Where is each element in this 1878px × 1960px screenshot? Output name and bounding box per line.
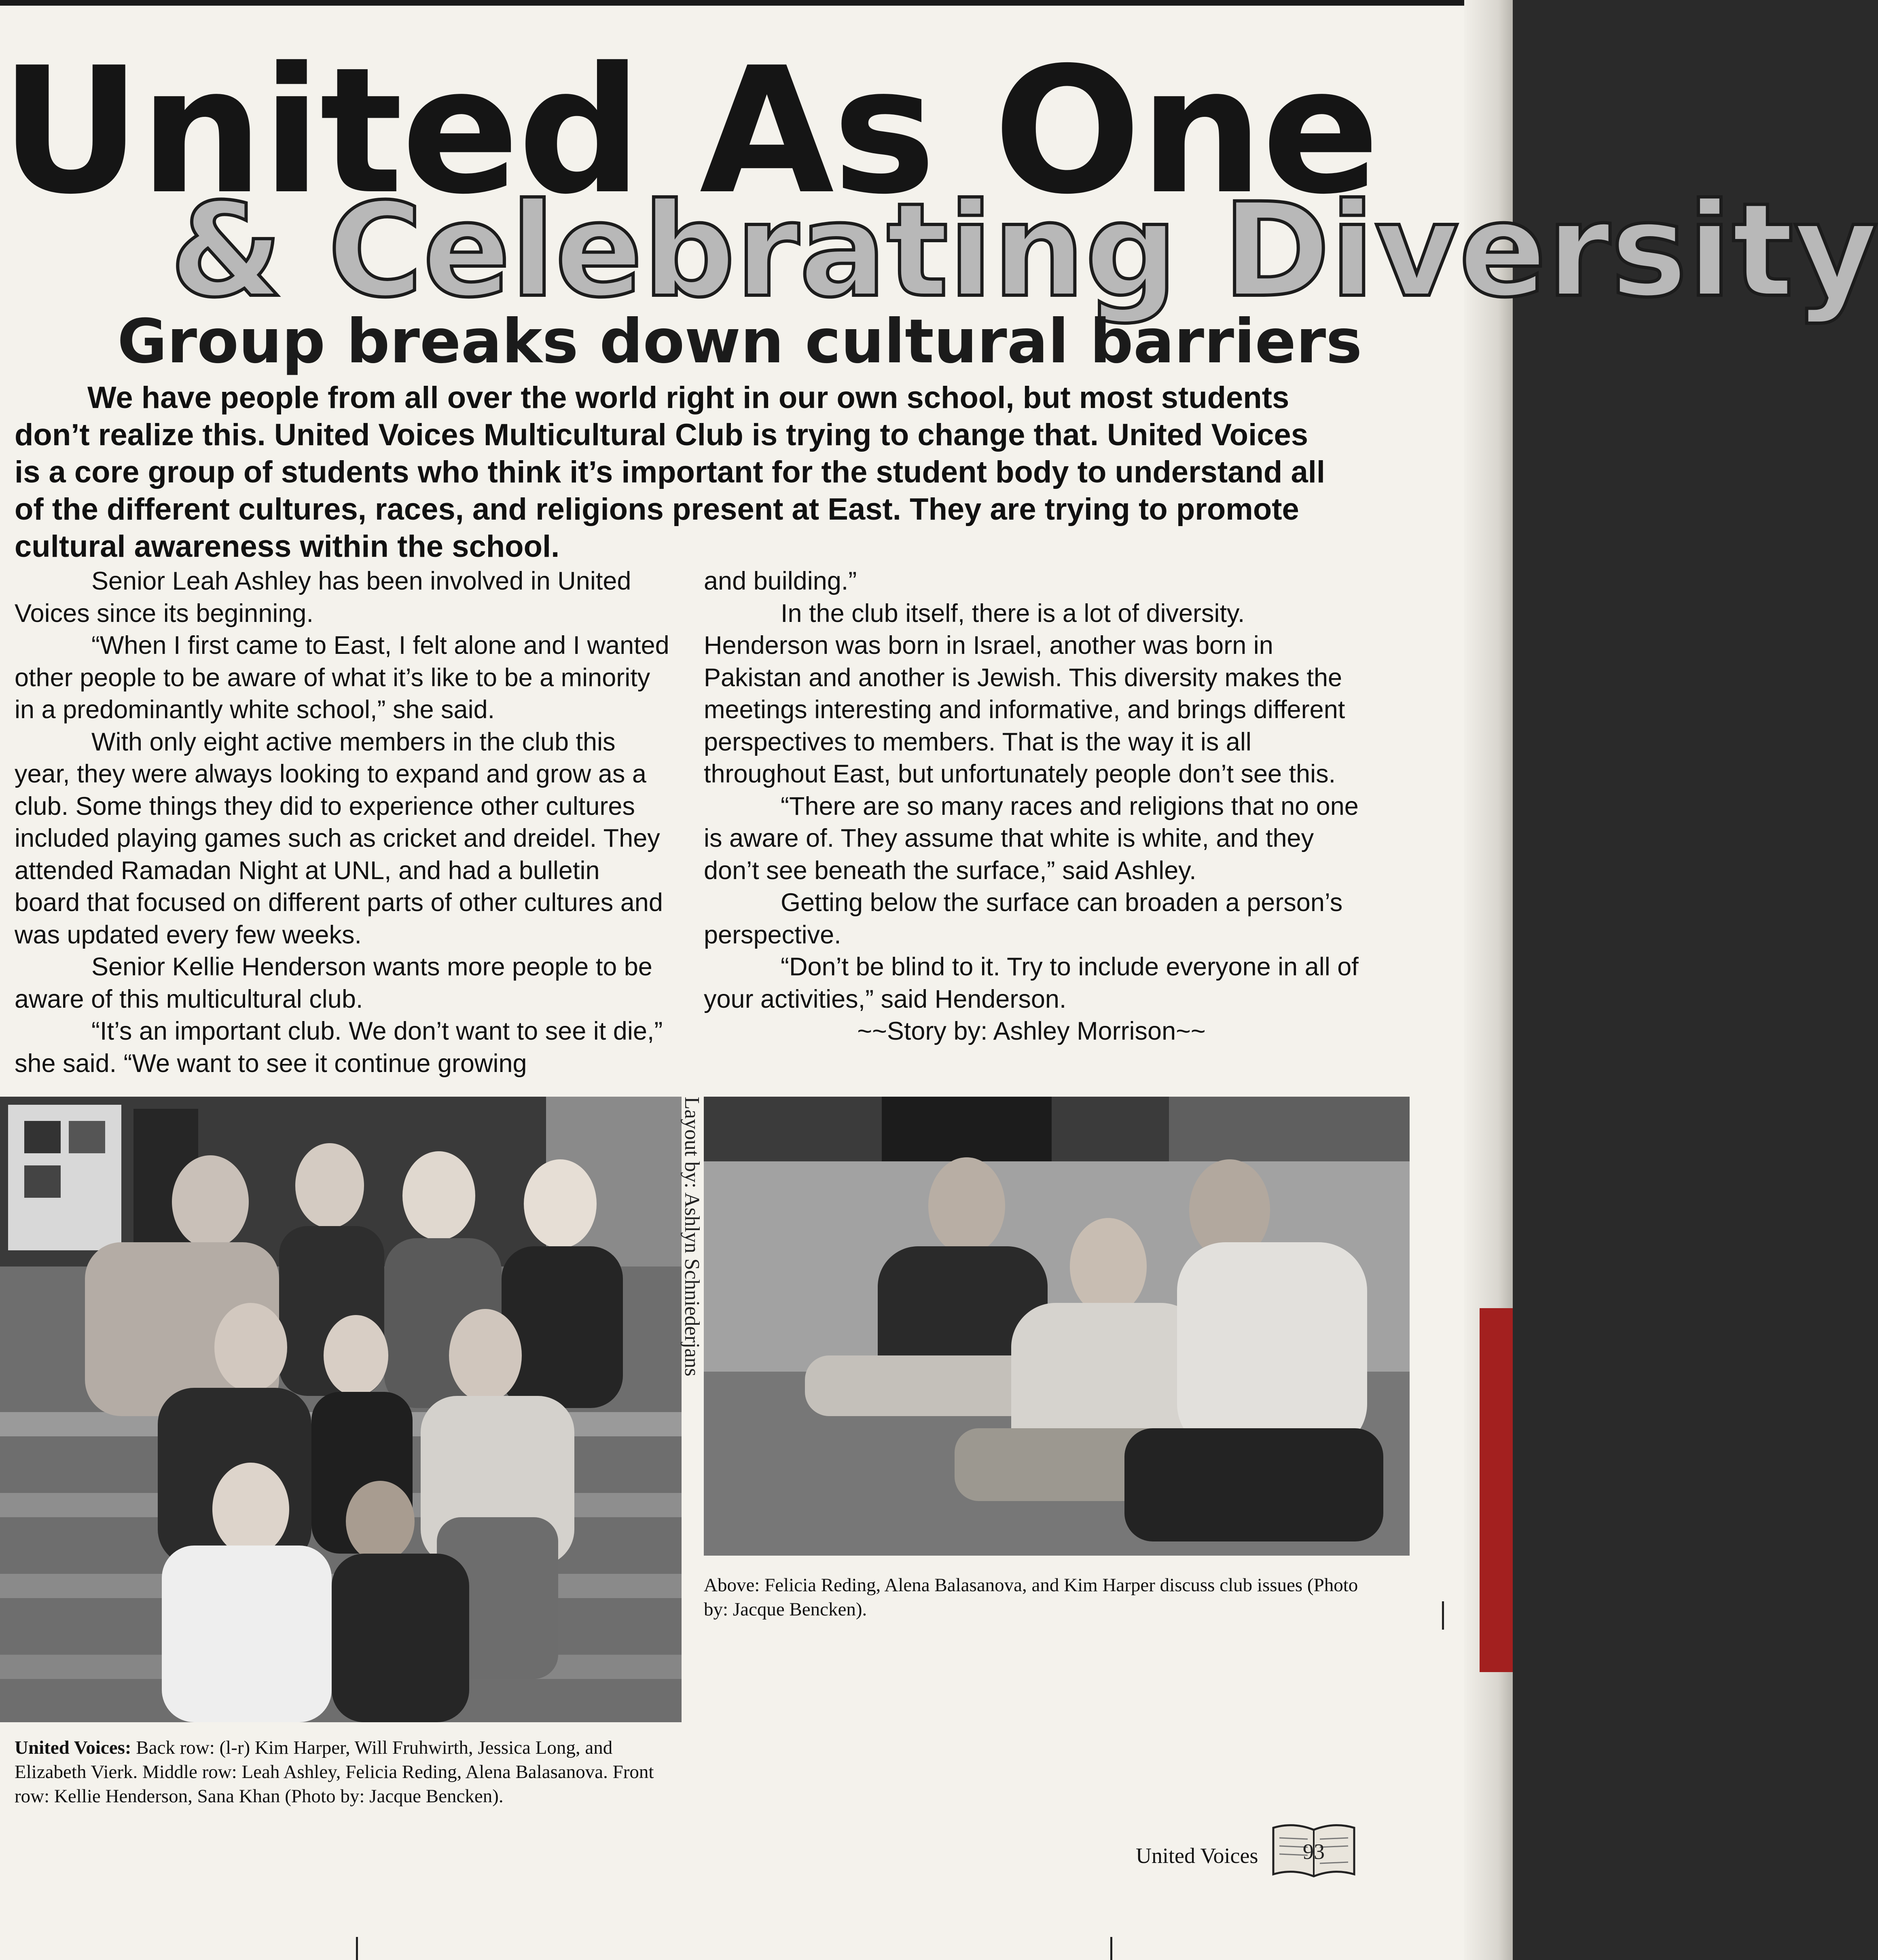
bottom-tick	[1110, 1937, 1112, 1960]
story-paragraph: and building.”	[704, 567, 857, 595]
story-paragraph: Senior Kellie Henderson wants more people to be aware of this multicultural club.	[15, 953, 652, 1013]
page-subtitle: Group breaks down cultural barriers	[117, 307, 1362, 377]
discussion-photo	[704, 1097, 1410, 1556]
story-paragraph: “There are so many races and religions that no one is aware of. They assume that white is white, and they don’t see beneath the surface,” said Ashley.	[704, 792, 1359, 885]
top-edge	[0, 0, 1513, 6]
story-paragraph: “Don’t be blind to it. Try to include everyone in all of your activities,” said Henderson.	[704, 953, 1359, 1013]
story-paragraph: In the club itself, there is a lot of diversity. Henderson was born in Israel, another was born in Pakistan and another is Jewish. This diversity makes the meetings interesting and informative, and brings different perspectives to members. That is the way it is all throughout East, but unfortunately people don’t see this.	[704, 599, 1345, 788]
margin-tick	[1442, 1601, 1444, 1630]
layout-credit: Layout by: Ashlyn Schniederjans	[680, 1097, 703, 1376]
story-paragraph: “It’s an important club. We don’t want to see it die,” she said. “We want to see it continue growing	[15, 1017, 663, 1078]
story-paragraph: With only eight active members in the club this year, they were always looking to expand and grow as a club. Some things they did to experience other cultures included playing games such as cricket and dreidel. They attended Ramadan Night at UNL, and had a bulletin board that focused on different parts of other cultures and was updated every few weeks.	[15, 727, 663, 949]
story-column-left	[15, 565, 670, 1080]
story-credit: ~~Story by: Ashley Morrison~~	[857, 1017, 1206, 1045]
page-title: United As One	[0, 30, 1378, 233]
group-photo-caption: United Voices: Back row: (l-r) Kim Harper, Will Fruhwirth, Jessica Long, and Elizabeth Vierk. Middle row: Leah Ashley, Felicia Reding, Alena Balasanova. Front row: Kellie Henderson, Sana Khan (Photo by: Jacque Bencken).	[15, 1737, 654, 1807]
group-photo	[0, 1097, 682, 1722]
page-number: 93	[1303, 1839, 1325, 1864]
bottom-tick	[356, 1937, 358, 1960]
story-paragraph: Senior Leah Ashley has been involved in United Voices since its beginning.	[15, 567, 631, 628]
red-section-tab	[1480, 1308, 1513, 1672]
story-column-right	[704, 565, 1359, 1048]
section-label: United Voices	[1136, 1844, 1258, 1868]
story-paragraph: “When I first came to East, I felt alone and I wanted other people to be aware of what it’s like to be a minority in a predominantly white school,” she said.	[15, 631, 669, 724]
page-title-line2: & Celebrating Diversity	[170, 175, 1878, 326]
intro-paragraph: We have people from all over the world right in our own school, but most students don’t realize this. United Voices Multicultural Club is trying to change that. United Voices is a core group of students who think it’s important for the student body to understand all of the different cultures, races, and religions present at East. They are trying to promote cultural awareness within the school.	[15, 381, 1325, 564]
story-paragraph: Getting below the surface can broaden a person’s perspective.	[704, 888, 1343, 949]
discussion-photo-caption: Above: Felicia Reding, Alena Balasanova, and Kim Harper discuss club issues (Photo by: Jacque Bencken).	[704, 1575, 1358, 1620]
